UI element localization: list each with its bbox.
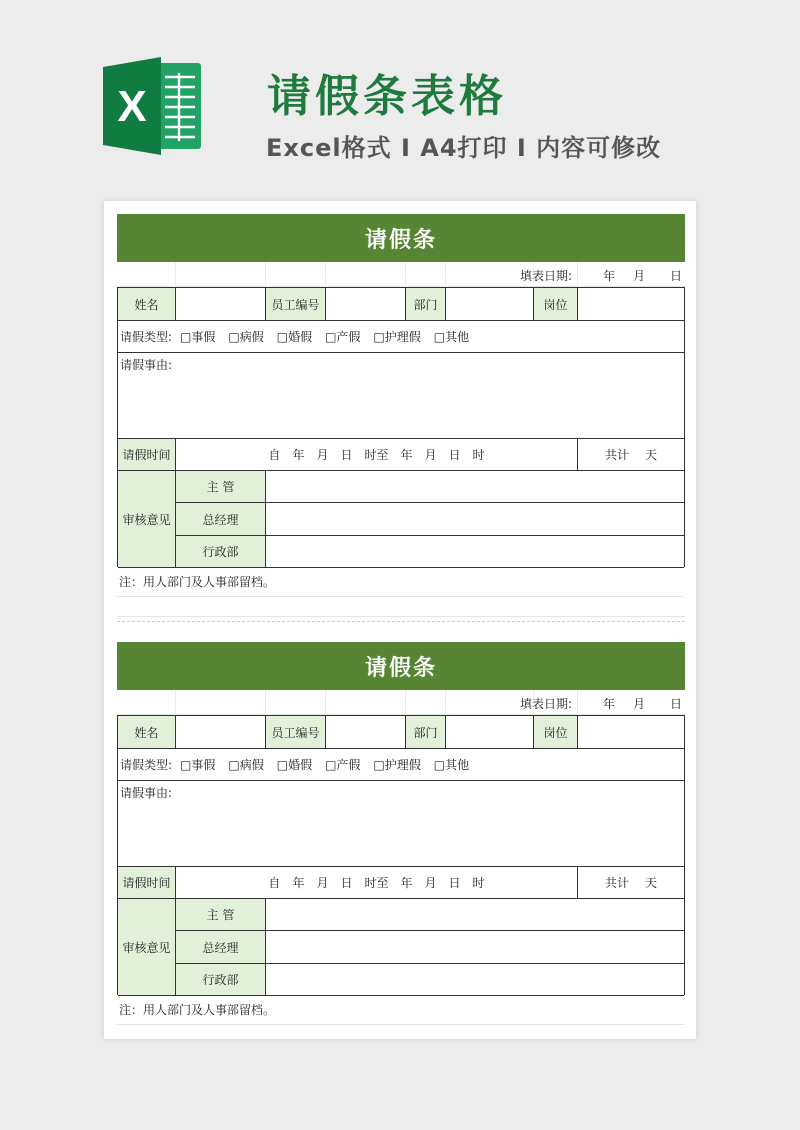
leave-type-option[interactable]: □病假 (228, 330, 264, 344)
cut-line (117, 621, 685, 622)
leave-type-option[interactable]: □其他 (433, 758, 470, 772)
time-part: 自 (268, 448, 281, 462)
leave-time-label: 请假时间 (118, 867, 176, 898)
leave-type-options (118, 749, 684, 780)
leave-time-row (118, 867, 684, 899)
name-label: 姓名 (118, 716, 176, 748)
date-month: 月 (633, 269, 646, 283)
leave-time-field[interactable] (176, 867, 578, 898)
info-row (118, 288, 684, 321)
leave-type-option[interactable]: □病假 (228, 758, 264, 772)
time-part: 自 (268, 876, 281, 890)
total-label: 共计 (604, 448, 629, 462)
name-field[interactable] (176, 288, 266, 320)
form-grid (117, 715, 685, 995)
time-part: 年 (292, 876, 305, 890)
leave-time-row (118, 439, 684, 471)
total-days-field[interactable] (578, 867, 684, 898)
banner (0, 0, 800, 200)
reviewer-label: 主 管 (176, 899, 266, 931)
employee-id-label: 员工编号 (266, 288, 326, 320)
leave-time-label: 请假时间 (118, 439, 176, 470)
time-part: 月 (316, 876, 329, 890)
banner-subtitle: Excel格式 I A4打印 I 内容可修改 (266, 134, 662, 162)
position-label: 岗位 (534, 716, 578, 748)
leave-type-option[interactable]: □护理假 (373, 330, 421, 344)
leave-type-option[interactable]: □婚假 (276, 758, 313, 772)
date-month: 月 (633, 697, 646, 711)
time-part: 月 (424, 876, 437, 890)
leave-type-row (118, 749, 684, 781)
time-part: 时 (472, 876, 485, 890)
department-field[interactable] (446, 716, 534, 748)
leave-type-option[interactable]: □产假 (325, 330, 361, 344)
banner-title: 请假条表格 (267, 71, 507, 122)
reviewer-opinion-field[interactable] (266, 471, 684, 503)
department-label: 部门 (406, 716, 446, 748)
leave-time-field[interactable] (176, 439, 578, 470)
leave-type-row (118, 321, 684, 353)
time-part: 月 (424, 448, 437, 462)
time-part: 时至 (364, 448, 389, 462)
form-note: 注：用人部门及人事部留档。 (117, 995, 685, 1025)
leave-type-option[interactable]: □事假 (180, 758, 216, 772)
time-part: 年 (400, 876, 413, 890)
total-label: 共计 (604, 876, 629, 890)
form-title: 请假条 (117, 642, 685, 690)
fill-date-row (117, 690, 685, 715)
info-row (118, 716, 684, 749)
position-field[interactable] (578, 716, 684, 748)
reviewer-opinion-field[interactable] (266, 899, 684, 931)
date-year: 年 (603, 697, 616, 711)
reviewer-opinion-field[interactable] (266, 964, 684, 995)
reviewer-opinion-field[interactable] (266, 503, 684, 536)
time-part: 日 (448, 876, 461, 890)
leave-type-option[interactable]: □护理假 (373, 758, 421, 772)
date-day: 日 (670, 697, 683, 711)
department-label: 部门 (406, 288, 446, 320)
fill-date-label: 填表日期: (520, 269, 573, 283)
reviewer-label: 主 管 (176, 471, 266, 503)
name-label: 姓名 (118, 288, 176, 320)
leave-type-options (118, 321, 684, 352)
leave-type-option[interactable]: □其他 (433, 330, 470, 344)
date-year: 年 (603, 269, 616, 283)
reviewer-label: 总经理 (176, 503, 266, 536)
position-field[interactable] (578, 288, 684, 320)
leave-type-option[interactable]: □事假 (180, 330, 216, 344)
time-part: 日 (340, 448, 353, 462)
reviewer-opinion-field[interactable] (266, 931, 684, 964)
time-part: 月 (316, 448, 329, 462)
review-label: 审核意见 (118, 471, 176, 567)
date-day: 日 (670, 269, 683, 283)
employee-id-label: 员工编号 (266, 716, 326, 748)
time-part: 时至 (364, 876, 389, 890)
leave-type-label: 请假类型: (120, 330, 173, 344)
reason-label: 请假事由: (120, 358, 173, 372)
time-part: 日 (448, 448, 461, 462)
paper-sheet (104, 201, 696, 1039)
leave-type-option[interactable]: □产假 (325, 758, 361, 772)
reason-label: 请假事由: (120, 786, 173, 800)
time-part: 日 (340, 876, 353, 890)
total-unit: 天 (645, 876, 658, 890)
reviewer-label: 行政部 (176, 536, 266, 567)
reason-row[interactable] (118, 353, 684, 439)
reason-row[interactable] (118, 781, 684, 867)
svg-text:X: X (117, 82, 147, 131)
form-title: 请假条 (117, 214, 685, 262)
total-unit: 天 (645, 448, 658, 462)
fill-date-row (117, 262, 685, 287)
position-label: 岗位 (534, 288, 578, 320)
reviewer-opinion-field[interactable] (266, 536, 684, 567)
review-label: 审核意见 (118, 899, 176, 995)
department-field[interactable] (446, 288, 534, 320)
name-field[interactable] (176, 716, 266, 748)
blank-row (117, 597, 685, 617)
time-part: 年 (400, 448, 413, 462)
form-note: 注：用人部门及人事部留档。 (117, 567, 685, 597)
leave-type-label: 请假类型: (120, 758, 173, 772)
review-section (118, 899, 684, 996)
form-grid (117, 287, 685, 567)
employee-id-field[interactable] (326, 288, 406, 320)
time-part: 年 (292, 448, 305, 462)
employee-id-field[interactable] (326, 716, 406, 748)
time-part: 时 (472, 448, 485, 462)
fill-date-label: 填表日期: (520, 697, 573, 711)
review-section (118, 471, 684, 568)
reviewer-label: 行政部 (176, 964, 266, 995)
excel-logo-icon (103, 55, 203, 157)
reviewer-label: 总经理 (176, 931, 266, 964)
leave-type-option[interactable]: □婚假 (276, 330, 313, 344)
total-days-field[interactable] (578, 439, 684, 470)
